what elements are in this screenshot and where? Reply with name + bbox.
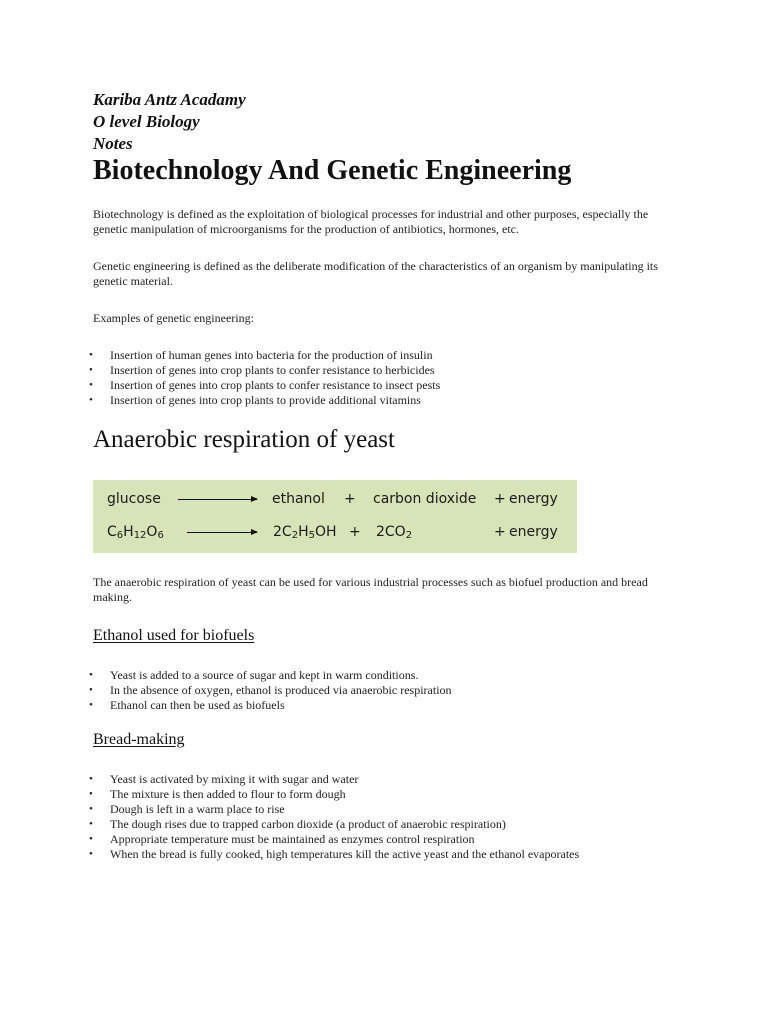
list-item: • Yeast is added to a source of sugar and kept in warm conditions. <box>93 668 452 683</box>
ethanol-biofuels-heading: Ethanol used for biofuels <box>93 627 255 644</box>
word-energy: energy <box>509 491 558 507</box>
list-item: • Insertion of genes into crop plants to provide additional vitamins <box>93 393 440 408</box>
biotechnology-definition: Biotechnology is defined as the exploitation of biological processes for industrial and other purposes, especially the genetic manipulation of microorganisms for the production of antibiotics, hormones, etc. <box>93 207 649 236</box>
list-item: • Insertion of genes into crop plants to confer resistance to insect pests <box>93 378 440 393</box>
word-product-carbon-dioxide: carbon dioxide <box>373 491 477 507</box>
word-plus: + <box>344 491 356 507</box>
formula-glucose: $C_6H_{12}O_6$ <box>107 524 164 541</box>
respiration-equation <box>93 480 577 553</box>
bread-steps-list <box>93 772 579 862</box>
academy-name: Kariba Antz Acadamy <box>93 90 246 109</box>
reaction-arrow-icon <box>187 532 257 533</box>
bread-making-heading: Bread-making <box>93 731 185 748</box>
page-title: Biotechnology And Genetic Engineering <box>93 155 572 186</box>
anaerobic-heading: Anaerobic respiration of yeast <box>93 426 395 453</box>
list-item: • The mixture is then added to flour to form dough <box>93 787 579 802</box>
reaction-arrow-icon <box>178 499 257 500</box>
list-item: • When the bread is fully cooked, high temperatures kill the active yeast and the ethanol evaporates <box>93 847 579 862</box>
examples-intro: Examples of genetic engineering: <box>93 311 254 325</box>
anaerobic-uses-paragraph: The anaerobic respiration of yeast can be used for various industrial processes such as biofuel production and bread making. <box>93 575 648 604</box>
examples-list <box>93 348 440 408</box>
formula-carbon-dioxide: $2CO_2$ <box>376 524 413 541</box>
list-item: • Insertion of human genes into bacteria for the production of insulin <box>93 348 440 363</box>
list-item: • Yeast is activated by mixing it with sugar and water <box>93 772 579 787</box>
formula-plus: + <box>349 524 361 540</box>
list-item: • The dough rises due to trapped carbon dioxide (a product of anaerobic respiration) <box>93 817 579 832</box>
list-item: • In the absence of oxygen, ethanol is produced via anaerobic respiration <box>93 683 452 698</box>
genetic-engineering-definition: Genetic engineering is defined as the deliberate modification of the characteristics of an organism by manipulating its genetic material. <box>93 259 658 288</box>
word-product-ethanol: ethanol <box>272 491 325 507</box>
word-reactant: glucose <box>107 491 161 507</box>
formula-energy: energy <box>509 524 558 540</box>
ethanol-steps-list <box>93 668 452 713</box>
notes-label: Notes <box>93 134 133 153</box>
formula-ethanol: $2C_2H_5OH$ <box>273 524 337 541</box>
word-plus: + <box>494 491 506 507</box>
course-name: O level Biology <box>93 112 200 131</box>
list-item: • Dough is left in a warm place to rise <box>93 802 579 817</box>
list-item: • Appropriate temperature must be maintained as enzymes control respiration <box>93 832 579 847</box>
list-item: • Ethanol can then be used as biofuels <box>93 698 452 713</box>
list-item: • Insertion of genes into crop plants to confer resistance to herbicides <box>93 363 440 378</box>
formula-plus: + <box>494 524 506 540</box>
